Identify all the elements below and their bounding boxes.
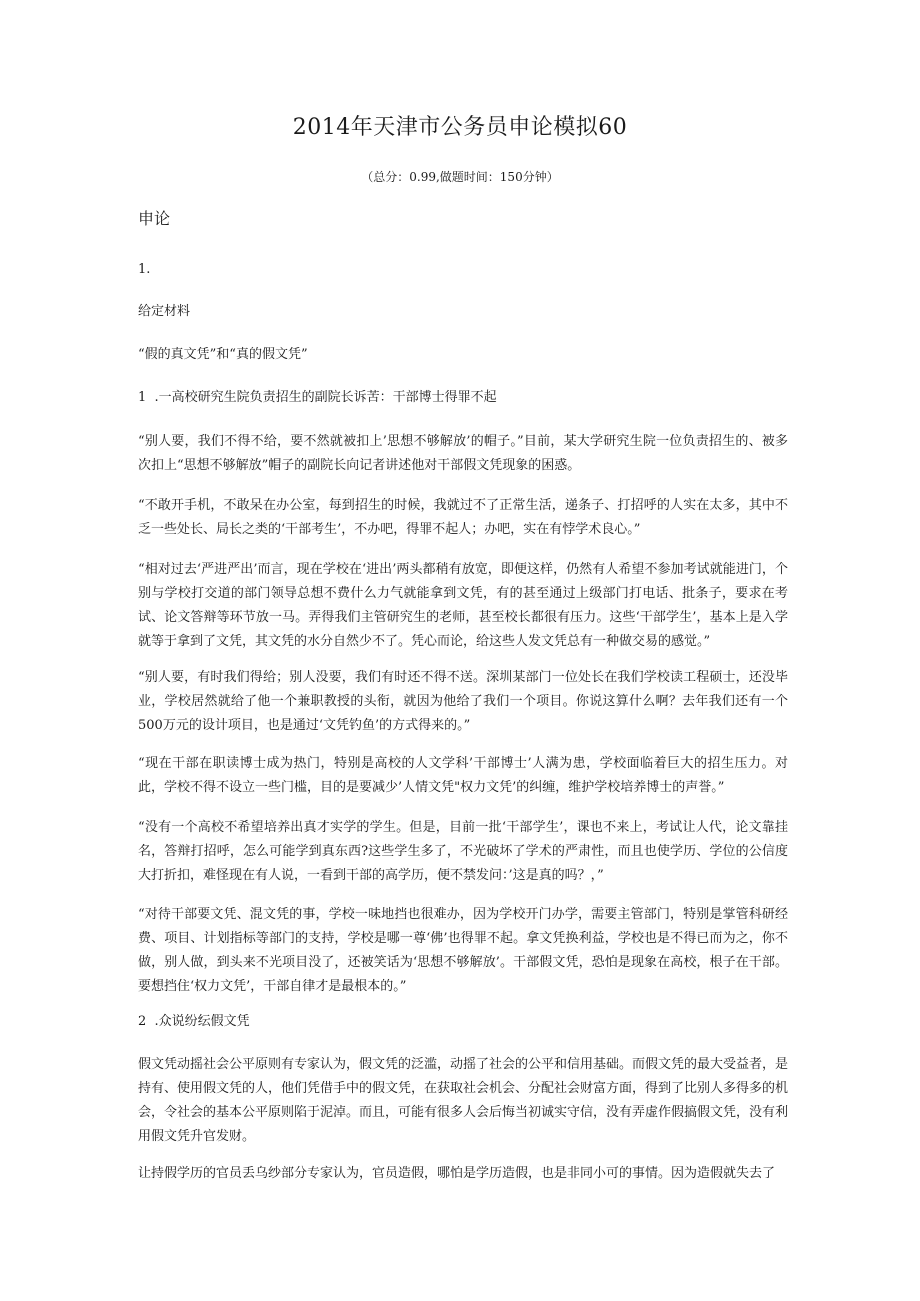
page-title: 2014年天津市公务员申论模拟60: [292, 115, 628, 140]
paragraph-5: “现在干部在职读博士成为热门，特别是高校的人文学科’干部博士’人满为患，学校面临着巨大的招生压力。对此，学校不得不设立一些门槛，目的是要减少’人情文凭"权力文凭’的纠缠，维护学校培养博士的声誉。”: [138, 756, 788, 795]
question-number: 1.: [138, 262, 151, 277]
paragraph-7: “对待干部要文凭、混文凭的事，学校一味地挡也很难办，因为学校开门办学，需要主管部门，特别是掌管科研经费、项目、计划指标等部门的支持，学校是哪一尊‘佛’也得罪不起。拿文凭换利益，学校也是不得已而为之，你不做，别人做，到头来不光项目没了，还被笑话为‘思想不够解放’。干部假文凭，恐怕是现象在高校，根子在干部。要想挡住‘权力文凭’，干部自律才是最根本的。”: [138, 907, 788, 994]
paragraph-9: 让持假学历的官员丢乌纱部分专家认为，官员造假，哪怕是学历造假，也是非同小可的事情。因为造假就失去了: [138, 1166, 776, 1181]
section-heading-1: 1 .一高校研究生院负责招生的副院长诉苦：干部博士得罪不起: [138, 390, 497, 405]
section-title: 申论: [138, 209, 171, 228]
paragraph-4: “别人要，有时我们得给；别人没要，我们有时还不得不送。深圳某部门一位处长在我们学校读工程硕士，还没毕业，学校居然就给了他一个兼职教授的头衔，就因为他给了我们一个项目。你说这算什么啊？去年我们还有一个500万元的设计项目，也是通过‘文凭钓鱼’的方式得来的。”: [138, 670, 788, 733]
exam-meta: （总分：0.99,做题时间：150分钟）: [361, 170, 559, 184]
paragraph-8: 假文凭动摇社会公平原则有专家认为，假文凭的泛滥，动摇了社会的公平和信用基础。而假文凭的最大受益者，是持有、使用假文凭的人，他们凭借手中的假文凭，在获取社会机会、分配社会财富方面，得到了比别人多得多的机会，令社会的基本公平原则陷于泥淖。而且，可能有很多人会后悔当初诚实守信，没有弄虚作假搞假文凭，没有利用假文凭升官发财。: [138, 1057, 789, 1144]
section-heading-2: 2 .众说纷纭假文凭: [138, 1014, 250, 1029]
material-title: “假的真文凭”和“真的假文凭”: [138, 347, 308, 362]
paragraph-3: “相对过去‘严进严出’而言，现在学校在‘进出’两头都稍有放宽，即便这样，仍然有人希望不参加考试就能进门，个别与学校打交道的部门领导总想不费什么力气就能拿到文凭，有的甚至通过上级部门打电话、批条子，要求在考试、论文答辩等环节放一马。弄得我们主管研究生的老师，甚至校长都很有压力。这些‘干部学生’，基本上是入学就等于拿到了文凭，其文凭的水分自然少不了。凭心而论，给这些人发文凭总有一种做交易的感觉。”: [138, 562, 788, 649]
paragraph-1: “别人要，我们不得不给，要不然就被扣上’思想不够解放’的帽子。”目前，某大学研究生院一位负责招生的、被多次扣上“思想不够解放”帽子的副院长向记者讲述他对干部假文凭现象的困惑。: [138, 434, 788, 473]
paragraph-2: “不敢开手机，不敢呆在办公室，每到招生的时候，我就过不了正常生活，递条子、打招呼的人实在太多，其中不乏一些处长、局长之类的‘干部考生’，不办吧，得罪不起人；办吧，实在有悖学术良心。”: [138, 498, 788, 537]
paragraph-6: “没有一个高校不希望培养出真才实学的学生。但是，目前一批‘干部学生’，课也不来上，考试让人代，论文靠挂名，答辩打招呼，怎么可能学到真东西?这些学生多了，不光破坏了学术的严肃性，而且也使学历、学位的公信度大打折扣，难怪现在有人说，一看到干部的高学历，便不禁发问：’这是真的吗？，”: [138, 820, 788, 883]
material-label: 给定材料: [138, 304, 191, 319]
